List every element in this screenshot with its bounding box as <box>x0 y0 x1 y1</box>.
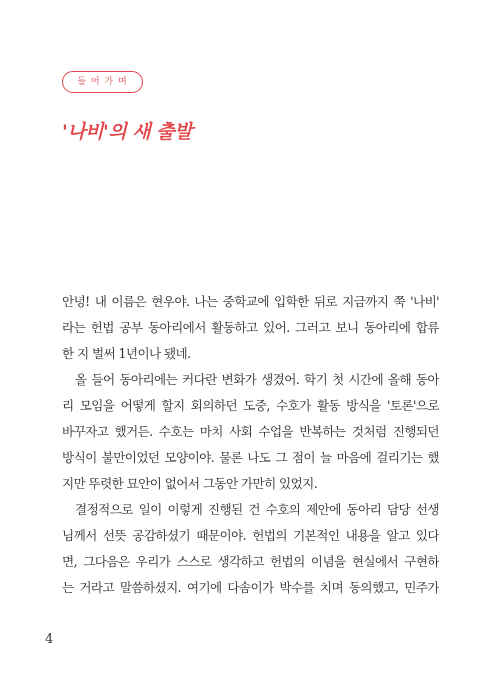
text-line: 는 거라고 말씀하셨지. 여기에 다솜이가 박수를 치며 동의했고, 민주가 <box>62 580 439 595</box>
text-line: 한 지 벌써 1년이나 됐네. <box>62 346 191 361</box>
section-label: 들 어 가 며 <box>62 71 143 93</box>
text-line: 면, 그다음은 우리가 스스로 생각하고 헌법의 이념을 현실에서 구현하 <box>62 554 439 569</box>
body-text <box>62 289 439 601</box>
chapter-title: '나비'의 새 출발 <box>62 121 192 143</box>
text-line: 올 들어 동아리에는 커다란 변화가 생겼어. 학기 첫 시간에 올해 동아 <box>75 372 439 387</box>
text-line: 님께서 선뜻 공감하셨기 때문이야. 헌법의 기본적인 내용을 알고 있다 <box>62 528 439 543</box>
text-line: 라는 헌법 공부 동아리에서 활동하고 있어. 그러고 보니 동아리에 합류 <box>62 320 439 335</box>
text-line: 바꾸자고 했거든. 수호는 마치 사회 수업을 반복하는 것처럼 진행되던 <box>62 424 439 439</box>
page-number: 4 <box>45 632 54 647</box>
text-line: 결정적으로 일이 이렇게 진행된 건 수호의 제안에 동아리 담당 선생 <box>75 502 439 517</box>
text-line: 리 모임을 어떻게 할지 회의하던 도중, 수호가 활동 방식을 '토론'으로 <box>62 398 439 413</box>
text-line: 방식이 불만이었던 모양이야. 물론 나도 그 점이 늘 마음에 걸리기는 했 <box>62 450 439 465</box>
text-line: 지만 뚜렷한 묘안이 없어서 그동안 가만히 있었지. <box>62 476 318 491</box>
text-line: 안녕! 내 이름은 현우야. 나는 중학교에 입학한 뒤로 지금까지 쭉 '나비' <box>62 294 439 309</box>
